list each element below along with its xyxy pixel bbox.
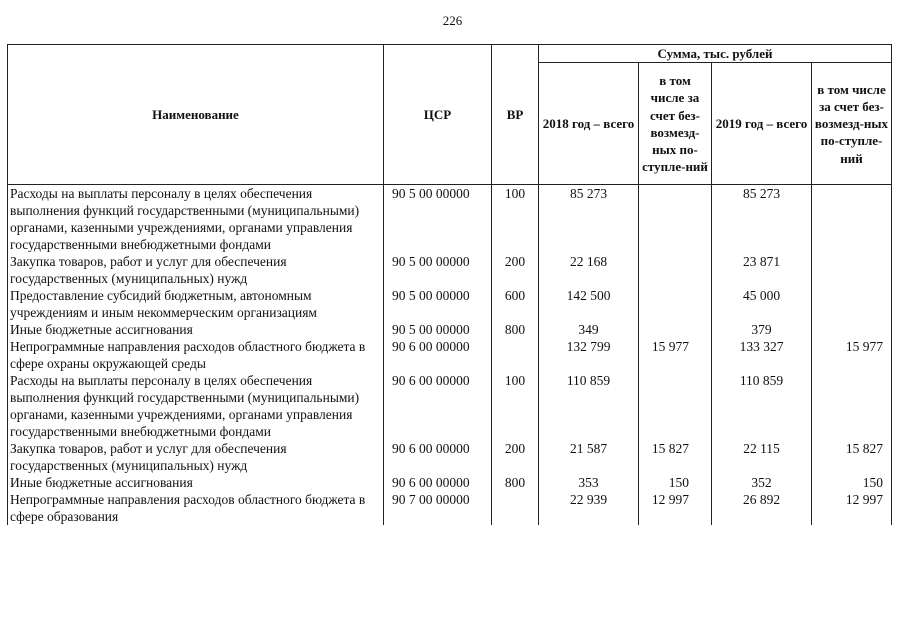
row-2019-total: 379 bbox=[712, 321, 812, 338]
table-row bbox=[8, 287, 892, 321]
table-row bbox=[8, 372, 892, 440]
row-name: Непрограммные направления расходов областного бюджета в сфере образования bbox=[8, 491, 384, 525]
row-vr: 600 bbox=[492, 287, 539, 321]
col-header-vr: ВР bbox=[492, 45, 539, 185]
row-2018-grants: 150 bbox=[639, 474, 712, 491]
row-2018-total: 110 859 bbox=[539, 372, 639, 440]
row-vr: 100 bbox=[492, 372, 539, 440]
row-2019-grants: 150 bbox=[812, 474, 892, 491]
row-vr: 800 bbox=[492, 474, 539, 491]
row-csr: 90 5 00 00000 bbox=[384, 287, 492, 321]
row-2018-grants bbox=[639, 321, 712, 338]
row-2018-total: 353 bbox=[539, 474, 639, 491]
row-csr: 90 6 00 00000 bbox=[384, 372, 492, 440]
table-row bbox=[8, 321, 892, 338]
row-2019-total: 85 273 bbox=[712, 185, 812, 254]
table-row bbox=[8, 253, 892, 287]
row-2018-grants: 15 827 bbox=[639, 440, 712, 474]
row-2018-grants bbox=[639, 372, 712, 440]
row-2019-grants bbox=[812, 287, 892, 321]
row-2018-total: 22 168 bbox=[539, 253, 639, 287]
table-row bbox=[8, 491, 892, 525]
row-2019-total: 352 bbox=[712, 474, 812, 491]
row-2019-grants: 15 827 bbox=[812, 440, 892, 474]
row-2019-total: 45 000 bbox=[712, 287, 812, 321]
row-2019-grants bbox=[812, 372, 892, 440]
row-2018-grants: 12 997 bbox=[639, 491, 712, 525]
row-2018-total: 85 273 bbox=[539, 185, 639, 254]
col-header-sum: Сумма, тыс. рублей bbox=[539, 45, 892, 63]
row-2019-total: 133 327 bbox=[712, 338, 812, 372]
row-2018-total: 142 500 bbox=[539, 287, 639, 321]
row-name: Иные бюджетные ассигнования bbox=[8, 474, 384, 491]
row-2019-grants bbox=[812, 253, 892, 287]
table-row bbox=[8, 338, 892, 372]
table-row bbox=[8, 185, 892, 254]
row-name: Расходы на выплаты персоналу в целях обеспечения выполнения функций государственными (муниципальными) органами, казенными учреждениями, органами управления государственными внебюджетными фондами bbox=[8, 185, 384, 254]
row-vr: 100 bbox=[492, 185, 539, 254]
budget-table bbox=[7, 44, 892, 525]
row-2019-total: 22 115 bbox=[712, 440, 812, 474]
row-name: Непрограммные направления расходов областного бюджета в сфере охраны окружающей среды bbox=[8, 338, 384, 372]
row-2018-grants bbox=[639, 185, 712, 254]
row-csr: 90 5 00 00000 bbox=[384, 253, 492, 287]
row-2018-total: 132 799 bbox=[539, 338, 639, 372]
row-2019-total: 23 871 bbox=[712, 253, 812, 287]
row-name: Закупка товаров, работ и услуг для обеспечения государственных (муниципальных) нужд bbox=[8, 440, 384, 474]
page-number: 226 bbox=[442, 13, 463, 28]
row-csr: 90 6 00 00000 bbox=[384, 474, 492, 491]
row-2018-grants: 15 977 bbox=[639, 338, 712, 372]
row-2018-total: 22 939 bbox=[539, 491, 639, 525]
row-csr: 90 5 00 00000 bbox=[384, 185, 492, 254]
col-header-2018-grants: в том числе за счет без-возмезд-ных по-ступле-ний bbox=[639, 63, 712, 185]
row-vr bbox=[492, 491, 539, 525]
col-header-name: Наименование bbox=[8, 45, 384, 185]
col-header-2019-total: 2019 год – всего bbox=[712, 63, 812, 185]
row-name: Расходы на выплаты персоналу в целях обеспечения выполнения функций государственными (муниципальными) органами, казенными учреждениями, органами управления государственными внебюджетными фондами bbox=[8, 372, 384, 440]
row-vr: 800 bbox=[492, 321, 539, 338]
row-name: Иные бюджетные ассигнования bbox=[8, 321, 384, 338]
row-csr: 90 7 00 00000 bbox=[384, 491, 492, 525]
row-2019-grants: 15 977 bbox=[812, 338, 892, 372]
col-header-2018-total: 2018 год – всего bbox=[539, 63, 639, 185]
row-name: Закупка товаров, работ и услуг для обеспечения государственных (муниципальных) нужд bbox=[8, 253, 384, 287]
row-2019-grants: 12 997 bbox=[812, 491, 892, 525]
row-csr: 90 5 00 00000 bbox=[384, 321, 492, 338]
row-name: Предоставление субсидий бюджетным, автономным учреждениям и иным некоммерческим организациям bbox=[8, 287, 384, 321]
row-vr bbox=[492, 338, 539, 372]
table-row bbox=[8, 474, 892, 491]
row-2019-grants bbox=[812, 185, 892, 254]
row-vr: 200 bbox=[492, 440, 539, 474]
row-2019-total: 110 859 bbox=[712, 372, 812, 440]
row-2018-total: 349 bbox=[539, 321, 639, 338]
row-csr: 90 6 00 00000 bbox=[384, 338, 492, 372]
col-header-2019-grants: в том числе за счет без-возмезд-ных по-ступле-ний bbox=[812, 63, 892, 185]
row-2018-grants bbox=[639, 287, 712, 321]
row-vr: 200 bbox=[492, 253, 539, 287]
col-header-csr: ЦСР bbox=[384, 45, 492, 185]
row-csr: 90 6 00 00000 bbox=[384, 440, 492, 474]
row-2018-total: 21 587 bbox=[539, 440, 639, 474]
table-row bbox=[8, 440, 892, 474]
row-2019-grants bbox=[812, 321, 892, 338]
row-2018-grants bbox=[639, 253, 712, 287]
row-2019-total: 26 892 bbox=[712, 491, 812, 525]
